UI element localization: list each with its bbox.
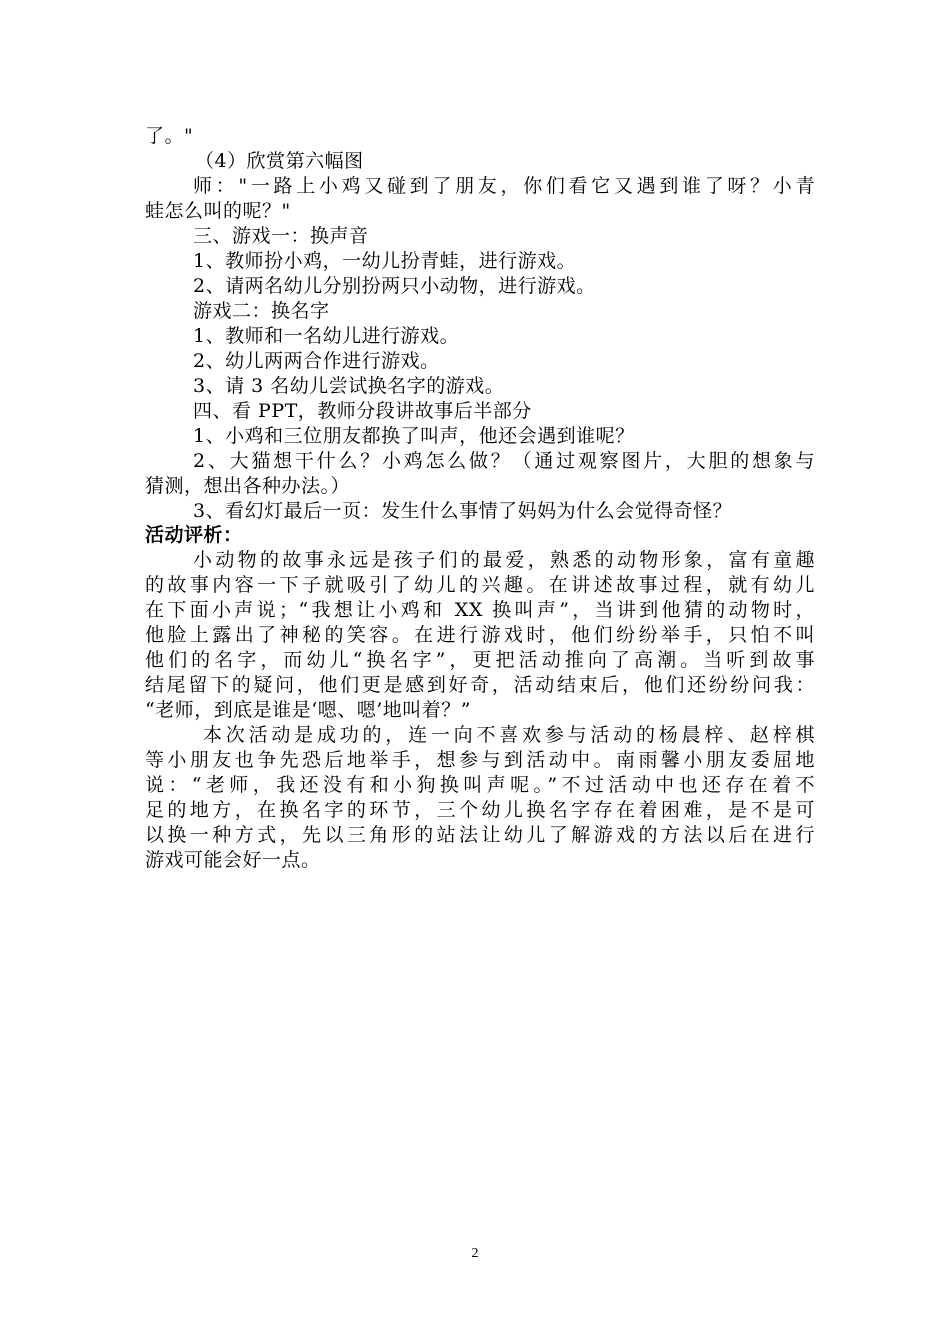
paragraph-line: 说：“老师，我还没有和小狗换叫声呢。”不过活动中也还存在着不 bbox=[145, 774, 815, 796]
paragraph-line: 以换一种方式，先以三角形的站法让幼儿了解游戏的方法以后在进行 bbox=[145, 824, 815, 846]
paragraph-line: 本次活动是成功的，连一向不喜欢参与活动的杨晨梓、赵梓棋 bbox=[203, 724, 815, 746]
text-line: 蛙怎么叫的呢？" bbox=[145, 200, 291, 222]
paragraph-line: 小动物的故事永远是孩子们的最爱，熟悉的动物形象，富有童趣 bbox=[193, 549, 815, 571]
section-heading: 三、游戏一：换声音 bbox=[193, 225, 369, 247]
list-item: 1、小鸡和三位朋友都换了叫声，他还会遇到谁呢？ bbox=[193, 425, 635, 447]
paragraph-line: 他脸上露出了神秘的笑容。在进行游戏时，他们纷纷举手，只怕不叫 bbox=[145, 624, 815, 646]
list-item: 3、看幻灯最后一页：发生什么事情了妈妈为什么会觉得奇怪？ bbox=[193, 500, 733, 522]
section-heading: 四、看 PPT，教师分段讲故事后半部分 bbox=[193, 400, 532, 422]
paragraph-line: 他们的名字，而幼儿“换名字”，更把活动推向了高潮。当听到故事 bbox=[145, 649, 815, 671]
section-heading: 游戏二：换名字 bbox=[193, 300, 330, 322]
list-item: 2、幼儿两两合作进行游戏。 bbox=[193, 350, 440, 372]
paragraph-line: 游戏可能会好一点。 bbox=[145, 849, 321, 871]
list-item: 1、教师和一名幼儿进行游戏。 bbox=[193, 325, 460, 347]
section-heading: （4）欣赏第六幅图 bbox=[195, 150, 364, 172]
list-item: 2、大猫想干什么？小鸡怎么做？（通过观察图片，大胆的想象与 bbox=[193, 450, 815, 472]
paragraph-line: 结尾留下的疑问，他们更是感到好奇，活动结束后，他们还纷纷问我： bbox=[145, 674, 815, 696]
evaluation-heading: 活动评析： bbox=[145, 524, 243, 546]
text-line: 师："一路上小鸡又碰到了朋友，你们看它又遇到谁了呀？小青 bbox=[193, 175, 815, 197]
list-item: 1、教师扮小鸡，一幼儿扮青蛙，进行游戏。 bbox=[193, 250, 577, 272]
page-number: 2 bbox=[471, 1246, 479, 1261]
text-line: 猜测，想出各种办法。） bbox=[145, 475, 351, 497]
paragraph-line: 在下面小声说；“我想让小鸡和 XX 换叫声”，当讲到他猜的动物时， bbox=[145, 599, 815, 621]
list-item: 3、请 3 名幼儿尝试换名字的游戏。 bbox=[193, 375, 505, 397]
paragraph-line: 足的地方，在换名字的环节，三个幼儿换名字存在着困难，是不是可 bbox=[145, 799, 815, 821]
list-item: 2、请两名幼儿分别扮两只小动物，进行游戏。 bbox=[193, 275, 596, 297]
paragraph-line: 的故事内容一下子就吸引了幼儿的兴趣。在讲述故事过程，就有幼儿 bbox=[145, 574, 815, 596]
paragraph-line: 等小朋友也争先恐后地举手，想参与到活动中。南雨馨小朋友委屈地 bbox=[145, 749, 815, 771]
text-line: 了。" bbox=[145, 125, 194, 147]
paragraph-line: “老师，到底是谁是‘嗯、嗯’地叫着？” bbox=[145, 699, 472, 721]
